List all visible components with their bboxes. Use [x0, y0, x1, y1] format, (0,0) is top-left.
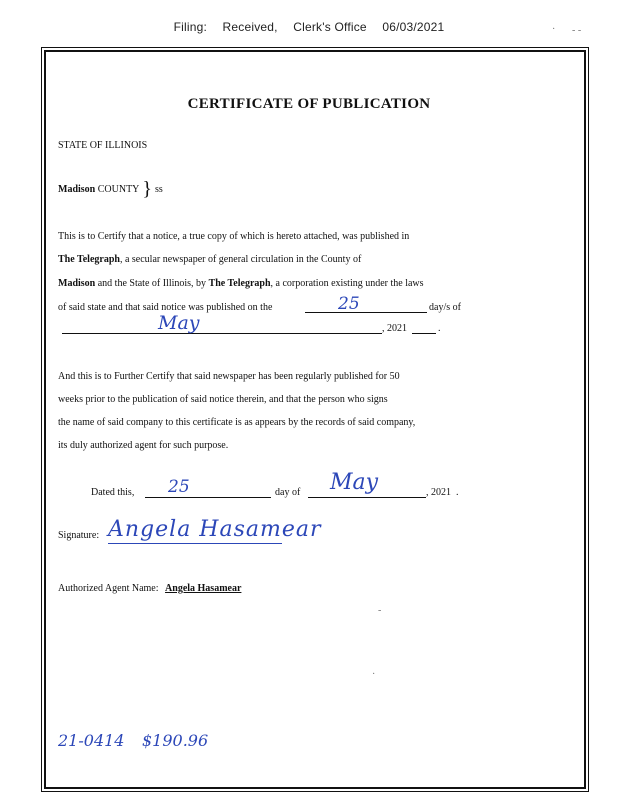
- certify-line-1: This is to Certify that a notice, a true copy of which is hereto attached, was published in: [58, 231, 410, 242]
- agent-name: Angela Hasamear: [165, 583, 242, 594]
- dated-label: Dated this,: [91, 487, 135, 498]
- stamp-filing: Filing:: [173, 20, 207, 34]
- certify-text: , a corporation existing under the laws: [270, 278, 424, 289]
- further-line-2: weeks prior to the publication of said notice therein, and that the person who signs: [58, 394, 388, 405]
- further-line-3: the name of said company to this certificate is as appears by the records of said company,: [58, 417, 416, 428]
- paper-name: The Telegraph: [208, 278, 271, 289]
- pub-month-underline: [62, 333, 382, 334]
- filing-stamp: [0, 20, 618, 34]
- pub-month: May: [158, 312, 200, 334]
- pub-day-underline: [305, 312, 427, 313]
- pub-period: .: [438, 323, 441, 334]
- state-line: STATE OF ILLINOIS: [58, 140, 148, 151]
- scan-mark: -: [378, 605, 382, 616]
- scan-mark: ·: [372, 669, 376, 680]
- scan-mark: - -: [572, 25, 582, 36]
- ss-label: ss: [155, 184, 163, 195]
- certify-line-4: of said state and that said notice was published on the: [58, 302, 273, 313]
- further-line-4: its duly authorized agent for such purpose.: [58, 440, 229, 451]
- dated-period: .: [456, 487, 459, 498]
- dated-month-underline: [308, 497, 426, 498]
- agent-line: [58, 583, 241, 594]
- dated-day-underline: [145, 497, 271, 498]
- paper-name: The Telegraph: [58, 254, 120, 265]
- county-name: Madison: [58, 184, 96, 195]
- stamp-office: Clerk's Office: [293, 20, 367, 34]
- dated-day: 25: [168, 477, 190, 497]
- signature: Angela Hasamear: [108, 517, 322, 542]
- further-line-1: And this is to Further Certify that said newspaper has been regularly published for 50: [58, 371, 400, 382]
- amount-note: $190.96: [142, 731, 209, 750]
- certify-line-2: [58, 254, 361, 265]
- stamp-received: Received,: [222, 20, 278, 34]
- pub-year-underline: [412, 333, 436, 334]
- dated-month: May: [330, 470, 379, 495]
- signature-underline: [108, 543, 282, 544]
- brace: }: [142, 178, 153, 200]
- pub-day: 25: [338, 294, 360, 314]
- dated-year: , 2021: [426, 487, 451, 498]
- page-title: CERTIFICATE OF PUBLICATION: [187, 96, 431, 112]
- dated-day-of: day of: [275, 487, 301, 498]
- days-suffix: day/s of: [429, 302, 461, 313]
- signature-label: Signature:: [58, 530, 100, 541]
- agent-label: Authorized Agent Name:: [58, 583, 159, 594]
- case-number-note: 21-0414: [58, 731, 125, 750]
- county-name-inline: Madison: [58, 278, 96, 289]
- certify-text: , a secular newspaper of general circulation in the County of: [119, 254, 362, 265]
- county-suffix: COUNTY: [97, 184, 140, 195]
- stamp-date: 06/03/2021: [382, 20, 445, 34]
- scan-mark: ·: [552, 24, 556, 35]
- county-line: [58, 178, 163, 201]
- certify-text: and the State of Illinois, by: [95, 278, 209, 289]
- certify-line-3: [58, 278, 424, 289]
- pub-year: , 2021: [382, 323, 407, 334]
